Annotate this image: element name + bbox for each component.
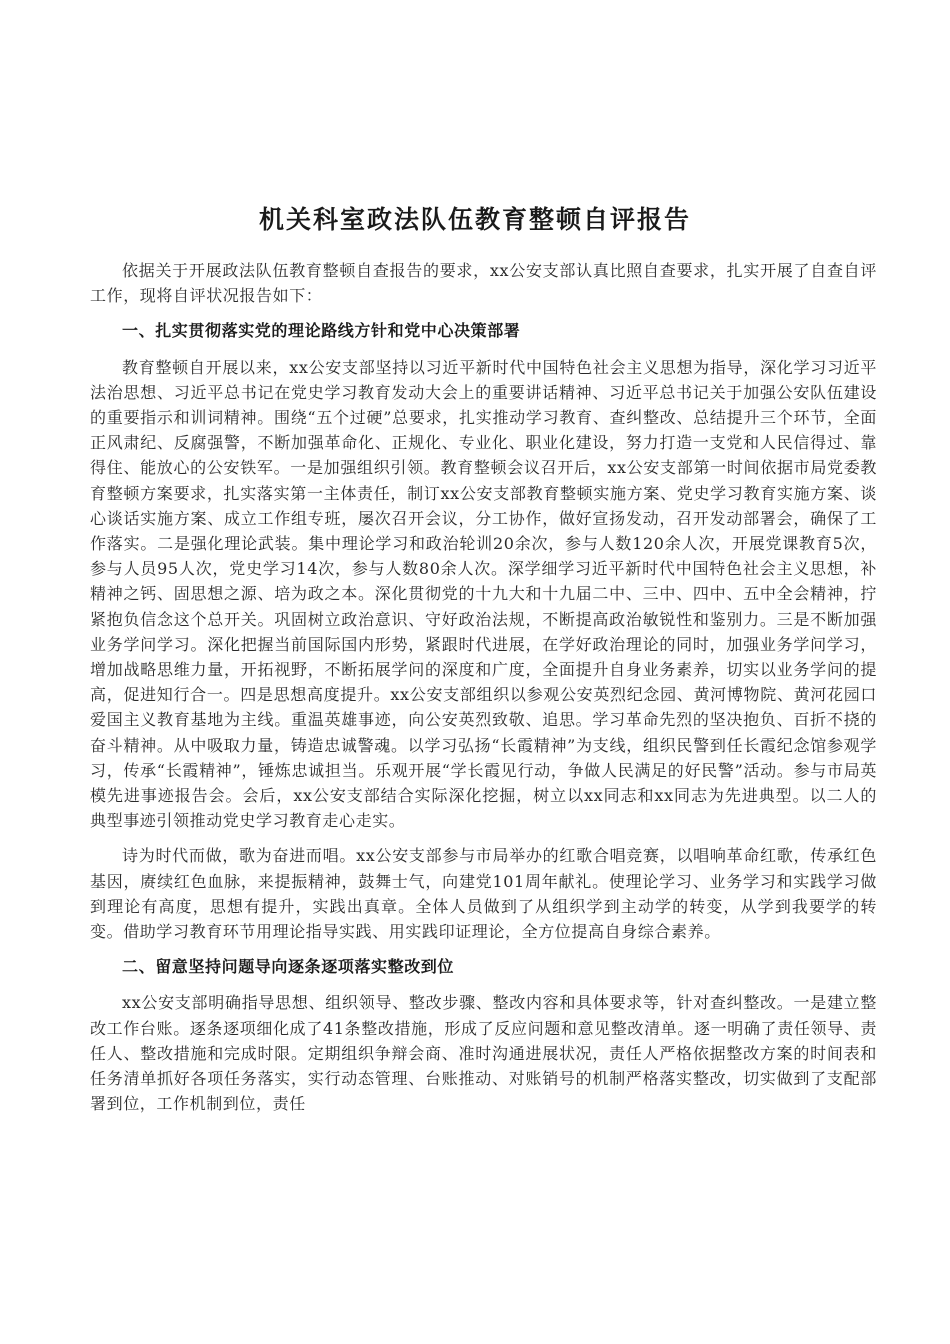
section-1-paragraph-1: 教育整顿自开展以来，xx公安支部坚持以习近平新时代中国特色社会主义思想为指导，深化学习习近平法治思想、习近平总书记在党史学习教育发动大会上的重要讲话精神、习近平总书记关于加强公安队伍建设的重要指示和训词精神。围绕“五个过硬”总要求，扎实推动学习教育、查纠整改、总结提升三个环节，全面正风肃纪、反腐强警，不断加强革命化、正规化、专业化、职业化建设，努力打造一支党和人民信得过、靠得住、能放心的公安铁军。一是加强组织引领。教育整顿会议召开后，xx公安支部第一时间依据市局党委教育整顿方案要求，扎实落实第一主体责任，制订xx公安支部教育整顿实施方案、党史学习教育实施方案、谈心谈话实施方案、成立工作组专班，屡次召开会议，分工协作，做好宣扬发动，召开发动部署会，确保了工作落实。二是强化理论武装。集中理论学习和政治轮训20余次，参与人数120余人次，开展党课教育5次，参与人员95人次，党史学习14次，参与人数80余人次。深学细学习近平新时代中国特色社会主义思想，补精神之钙、固思想之源、培为政之本。深化贯彻党的十九大和十九届二中、三中、四中、五中全会精神，拧紧抱负信念这个总开关。巩固树立政治意识、守好政治法规，不断提高政治敏锐性和鉴别力。三是不断加强业务学问学习。深化把握当前国际国内形势，紧跟时代进展，在学好政治理论的同时，加强业务学问学习，增加战略思维力量，开拓视野，不断拓展学问的深度和广度，全面提升自身业务素养，切实以业务学问的提高，促进知行合一。四是思想高度提升。xx公安支部组织以参观公安英烈纪念园、黄河博物院、黄河花园口爱国主义教育基地为主线。重温英雄事迹，向公安英烈致敬、追思。学习革命先烈的坚决抱负、百折不挠的奋斗精神。从中吸取力量，铸造忠诚警魂。以学习弘扬“长霞精神”为支线，组织民警到任长霞纪念馆参观学习，传承“长霞精神”，锤炼忠诚担当。乐观开展“学长霞见行动，争做人民满足的好民警”活动。参与市局英模先进事迹报告会。会后，xx公安支部结合实际深化挖掘，树立以xx同志和xx同志为先进典型。以二人的典型事迹引领推动党史学习教育走心走实。	[90, 357, 877, 831]
section-1-heading: 一、扎实贯彻落实党的理论路线方针和党中心决策部署	[122, 321, 521, 341]
document-body	[90, 258, 877, 1117]
section-1-paragraph-2: 诗为时代而做，歌为奋进而唱。xx公安支部参与市局举办的红歌合唱竞赛，以唱响革命红歌，传承红色基因，赓续红色血脉，来提振精神，鼓舞士气，向建党101周年献礼。使理论学习、业务学习和实践学习做到理论有高度，思想有提升，实践出真章。全体人员做到了从组织学到主动学的转变，从学到我要学的转变。借助学习教育环节用理论指导实践、用实践印证理论，全方位提高自身综合素养。	[90, 846, 877, 942]
section-2-paragraph-1: xx公安支部明确指导思想、组织领导、整改步骤、整改内容和具体要求等，针对查纠整改。一是建立整改工作台账。逐条逐项细化成了41条整改措施，形成了反应问题和意见整改清单。逐一明确了责任领导、责任人、整改措施和完成时限。定期组织争辩会商、准时沟通进展状况，责任人严格依据整改方案的时间表和任务清单抓好各项任务落实，实行动态管理、台账推动、对账销号的机制严格落实整改，切实做到了支配部署到位，工作机制到位，责任	[90, 993, 877, 1114]
intro-paragraph: 依据关于开展政法队伍教育整顿自查报告的要求，xx公安支部认真比照自查要求，扎实开展了自查自评工作，现将自评状况报告如下：	[90, 261, 877, 306]
document-title: 机关科室政法队伍教育整顿自评报告	[258, 205, 691, 234]
section-2-heading: 二、留意坚持问题导向逐条逐项落实整改到位	[122, 957, 455, 977]
